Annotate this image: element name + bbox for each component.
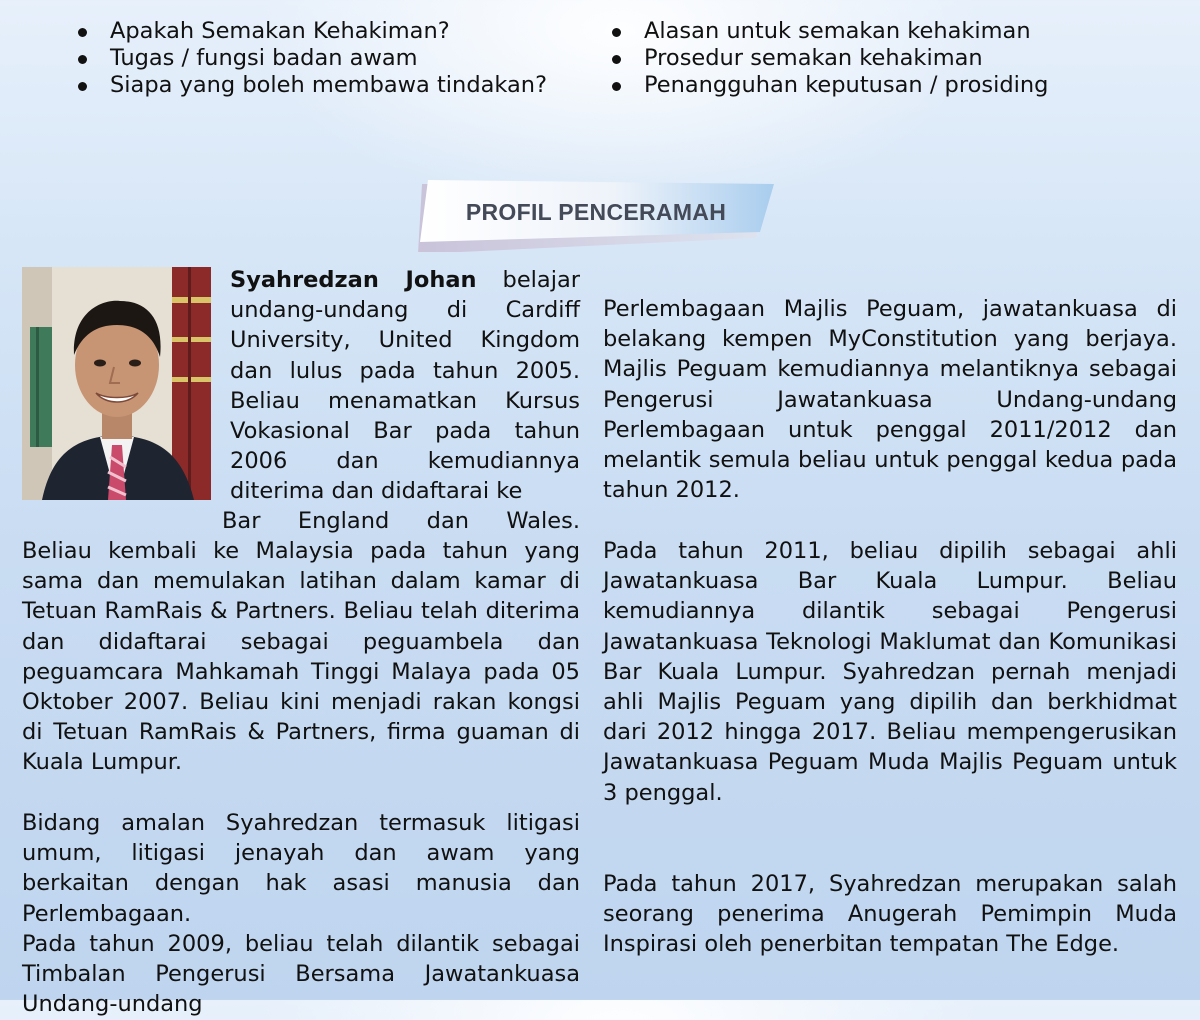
appointment-2009-paragraph: Pada tahun 2009, beliau telah dilantik sebagai Timbalan Pengerusi Bersama Jawatankuasa Undang-undang xyxy=(22,931,580,1018)
bio-intro-tail: Bar England dan Wales. xyxy=(222,508,580,534)
topic-item: Apakah Semakan Kehakiman? xyxy=(76,18,547,45)
topic-item: Penangguhan keputusan / prosiding xyxy=(610,72,1048,99)
practice-areas-paragraph: Bidang amalan Syahredzan termasuk litigasi umum, litigasi jenayah dan awam yang berkaitan dengan hak asasi manusia dan Perlembagaan. xyxy=(22,810,580,927)
bio-intro-paragraph xyxy=(230,265,580,507)
topic-item: Siapa yang boleh membawa tindakan? xyxy=(76,72,547,99)
section-title: PROFIL PENCERAMAH xyxy=(465,199,727,225)
bio-intro-text: belajar undang-undang di Cardiff University, United Kingdom dan lulus pada tahun 2005. Beliau menamatkan Kursus Vokasional Bar pada tahun 2006 dan kemudiannya diterima dan didaftarai ke xyxy=(230,267,580,505)
speaker-name: Syahredzan Johan xyxy=(230,267,477,293)
section-banner xyxy=(418,180,774,252)
topic-item: Alasan untuk semakan kehakiman xyxy=(610,18,1048,45)
award-paragraph: Pada tahun 2017, Syahredzan merupakan salah seorang penerima Anugerah Pemimpin Muda Inspirasi oleh penerbitan tempatan The Edge. xyxy=(603,871,1177,958)
bar-council-paragraph: Perlembagaan Majlis Peguam, jawatankuasa di belakang kempen MyConstitution yang berjaya. Majlis Peguam kemudiannya melantiknya sebagai Pengerusi Jawatankuasa Undang-undang Perlembagaan untuk penggal 2011/2012 dan melantik semula beliau untuk penggal kedua pada tahun 2012. xyxy=(603,296,1177,504)
topic-item: Prosedur semakan kehakiman xyxy=(610,45,1048,72)
bio-return-paragraph: Beliau kembali ke Malaysia pada tahun yang sama dan memulakan latihan dalam kamar di Tetuan RamRais & Partners. Beliau telah diterima dan didaftarai sebagai peguambela dan peguamcara Mahkamah Tinggi Malaya pada 05 Oktober 2007. Beliau kini menjadi rakan kongsi di Tetuan RamRais & Partners, firma guaman di Kuala Lumpur. xyxy=(22,538,580,776)
kl-bar-paragraph: Pada tahun 2011, beliau dipilih sebagai ahli Jawatankuasa Bar Kuala Lumpur. Beliau kemudiannya dilantik sebagai Pengerusi Jawatankuasa Teknologi Maklumat dan Komunikasi Bar Kuala Lumpur. Syahredzan pernah menjadi ahli Majlis Peguam yang dipilih dan berkhidmat dari 2012 hingga 2017. Beliau mempengerusikan Jawatankuasa Peguam Muda Majlis Peguam untuk 3 penggal. xyxy=(603,538,1177,806)
speaker-portrait-image xyxy=(22,267,211,500)
speaker-photo xyxy=(22,267,211,500)
topic-list-right xyxy=(610,18,1048,99)
topic-list-left xyxy=(76,18,547,99)
topic-item: Tugas / fungsi badan awam xyxy=(76,45,547,72)
